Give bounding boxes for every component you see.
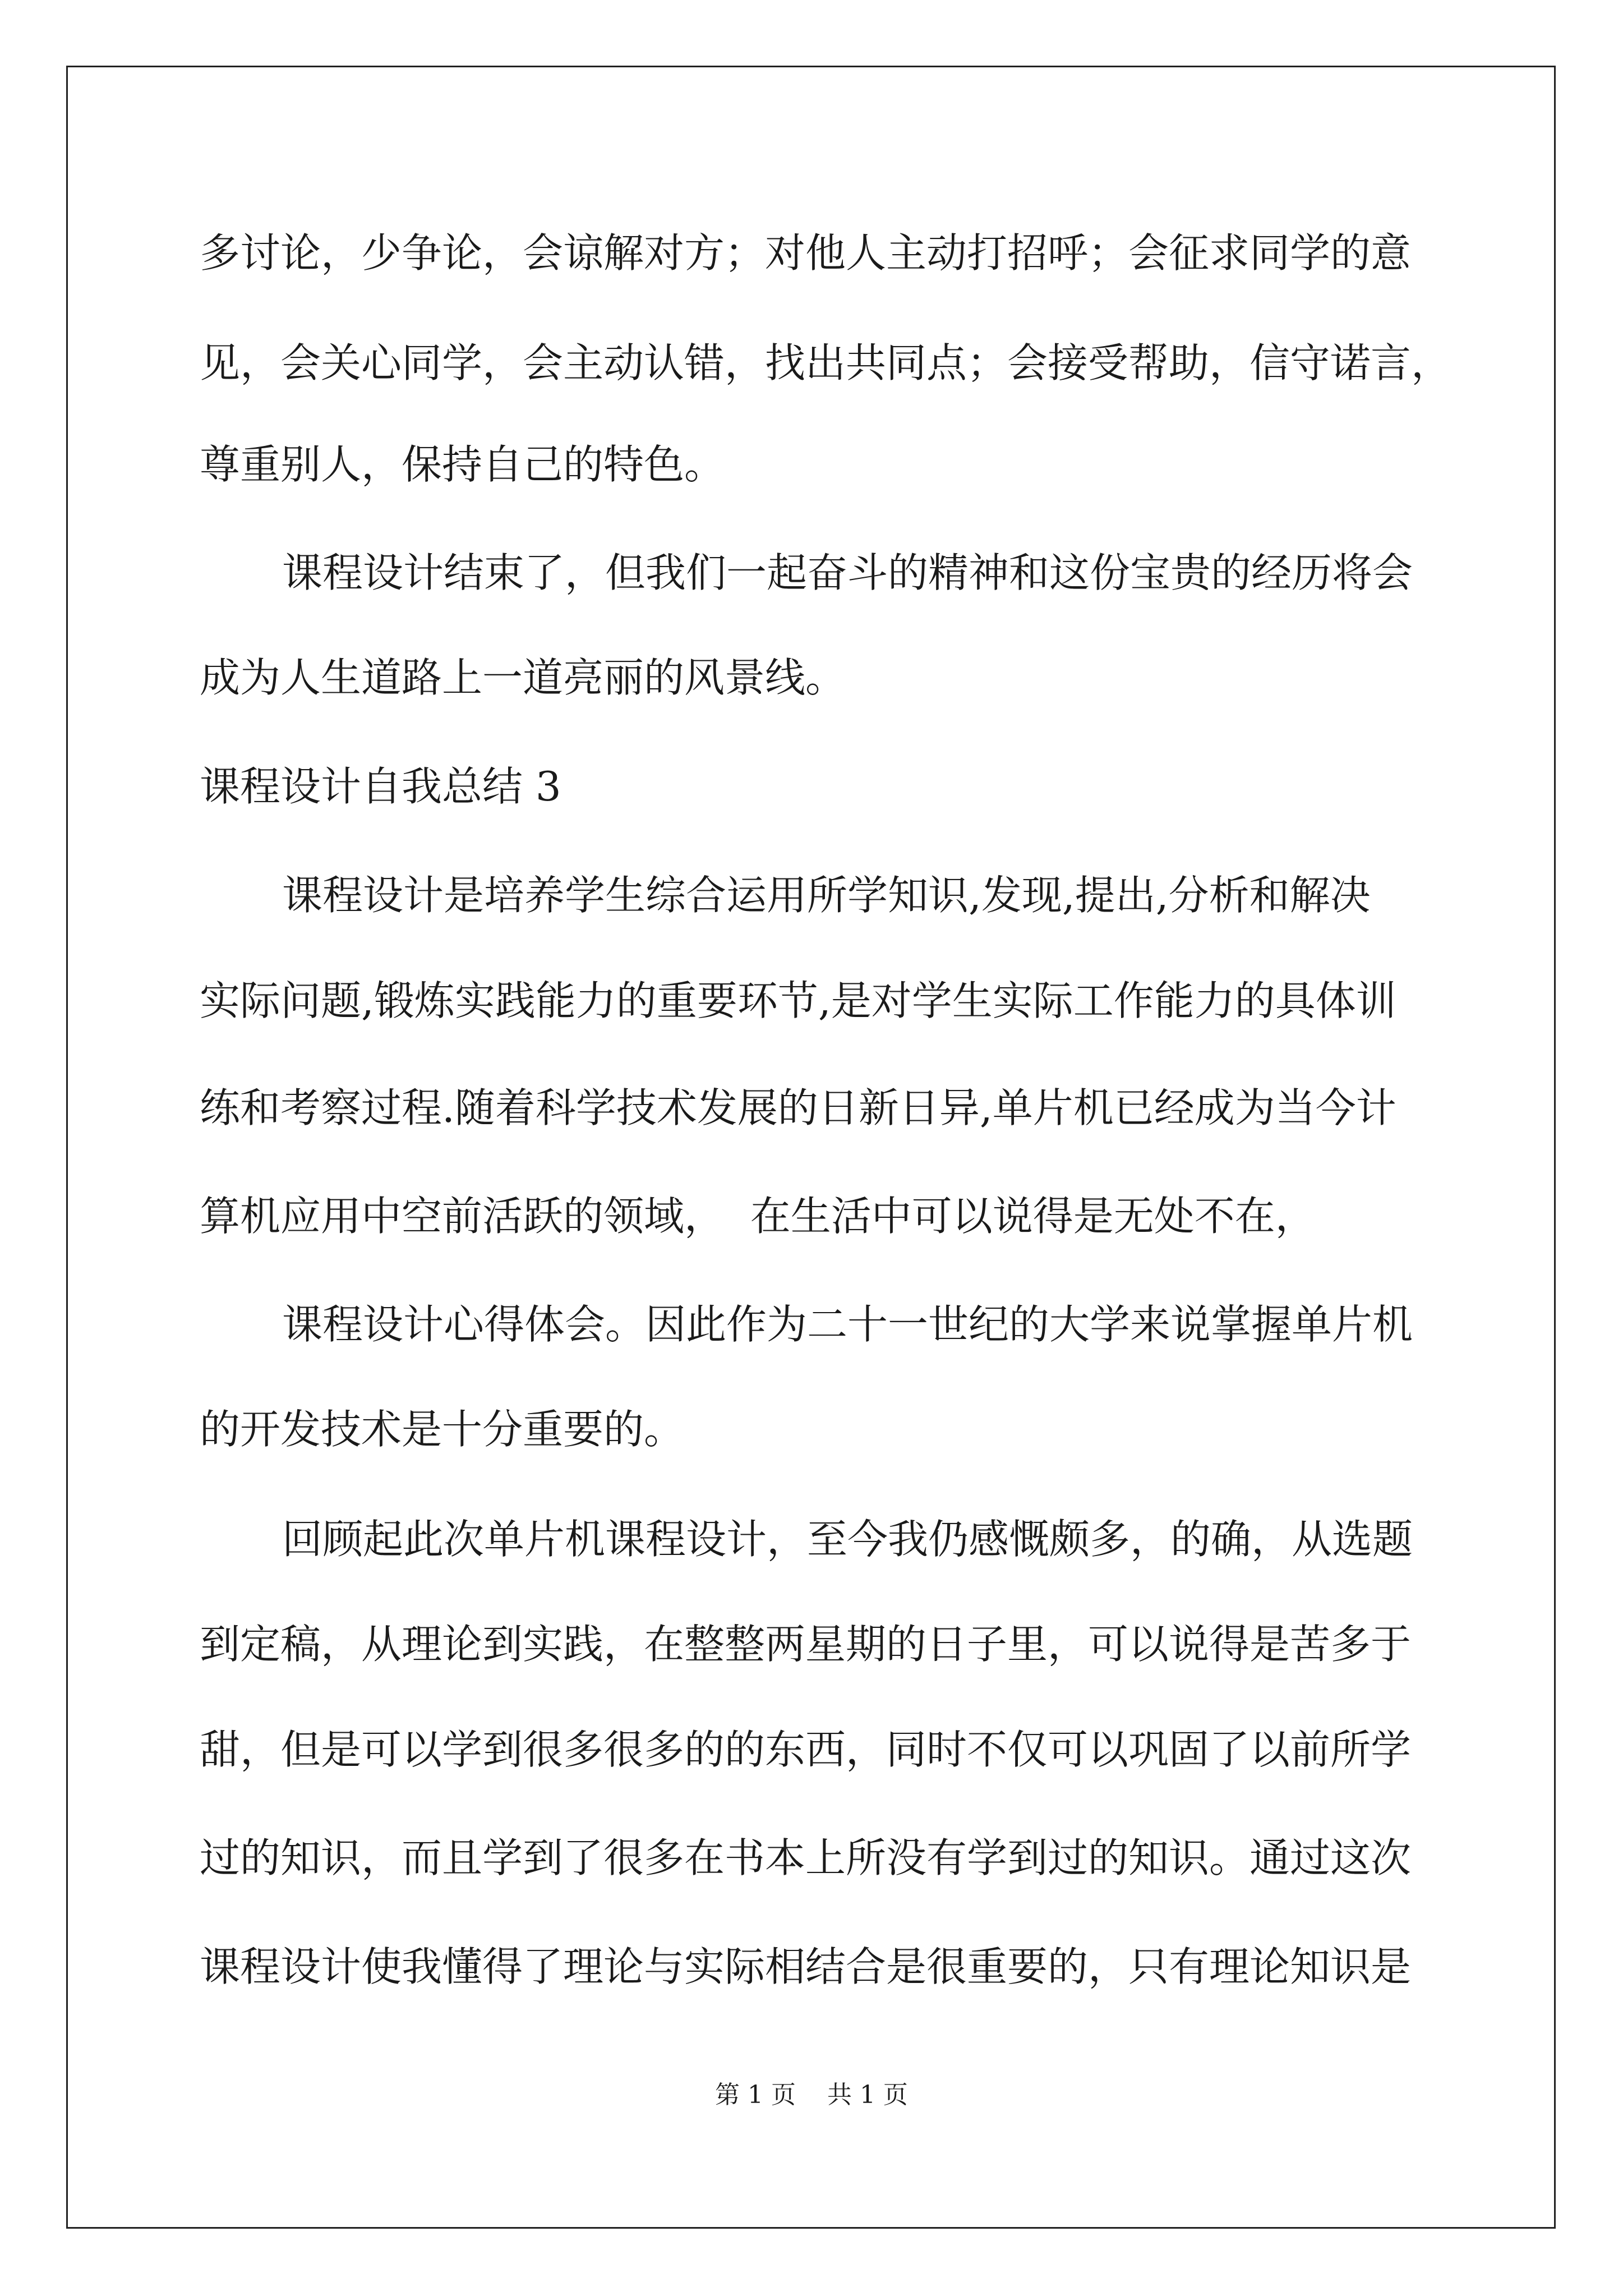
section-heading: 课程设计自我总结 3 bbox=[200, 763, 561, 810]
body-text-line: 练和考察过程.随着科学技术发展的日新日异,单片机已经成为当今计 bbox=[200, 1084, 1396, 1131]
body-text-line: 甜，但是可以学到很多很多的的东西，同时不仅可以巩固了以前所学 bbox=[200, 1726, 1412, 1773]
page-border bbox=[66, 66, 1556, 2229]
body-text-line: 到定稿，从理论到实践，在整整两星期的日子里，可以说得是苦多于 bbox=[200, 1621, 1412, 1668]
page-footer: 第 1 页 共 1 页 bbox=[715, 2081, 908, 2109]
body-text-line: 回顾起此次单片机课程设计，至今我仍感慨颇多，的确，从选题 bbox=[282, 1516, 1413, 1563]
body-text-line: 成为人生道路上一道亮丽的风景线。 bbox=[200, 654, 846, 701]
body-text-line: 课程设计是培养学生综合运用所学知识,发现,提出,分析和解决 bbox=[282, 872, 1371, 919]
body-text-line: 课程设计使我懂得了理论与实际相结合是很重要的，只有理论知识是 bbox=[200, 1943, 1412, 1990]
body-text-line: 课程设计结束了，但我们一起奋斗的精神和这份宝贵的经历将会 bbox=[282, 549, 1413, 596]
body-text-line: 的开发技术是十分重要的。 bbox=[200, 1406, 685, 1453]
body-text-line: 课程设计心得体会。因此作为二十一世纪的大学来说掌握单片机 bbox=[282, 1301, 1413, 1348]
body-text-line: 尊重别人，保持自己的特色。 bbox=[200, 441, 725, 488]
body-text-line: 见，会关心同学，会主动认错，找出共同点；会接受帮助，信守诺言， bbox=[200, 339, 1452, 386]
body-text-line: 过的知识，而且学到了很多在书本上所没有学到过的知识。通过这次 bbox=[200, 1834, 1412, 1881]
body-text-line: 实际问题,锻炼实践能力的重要环节,是对学生实际工作能力的具体训 bbox=[200, 977, 1396, 1024]
body-text-line: 算机应用中空前活跃的领域， 在生活中可以说得是无处不在， bbox=[200, 1193, 1316, 1240]
body-text-line: 多讨论，少争论，会谅解对方；对他人主动打招呼；会征求同学的意 bbox=[200, 229, 1412, 277]
